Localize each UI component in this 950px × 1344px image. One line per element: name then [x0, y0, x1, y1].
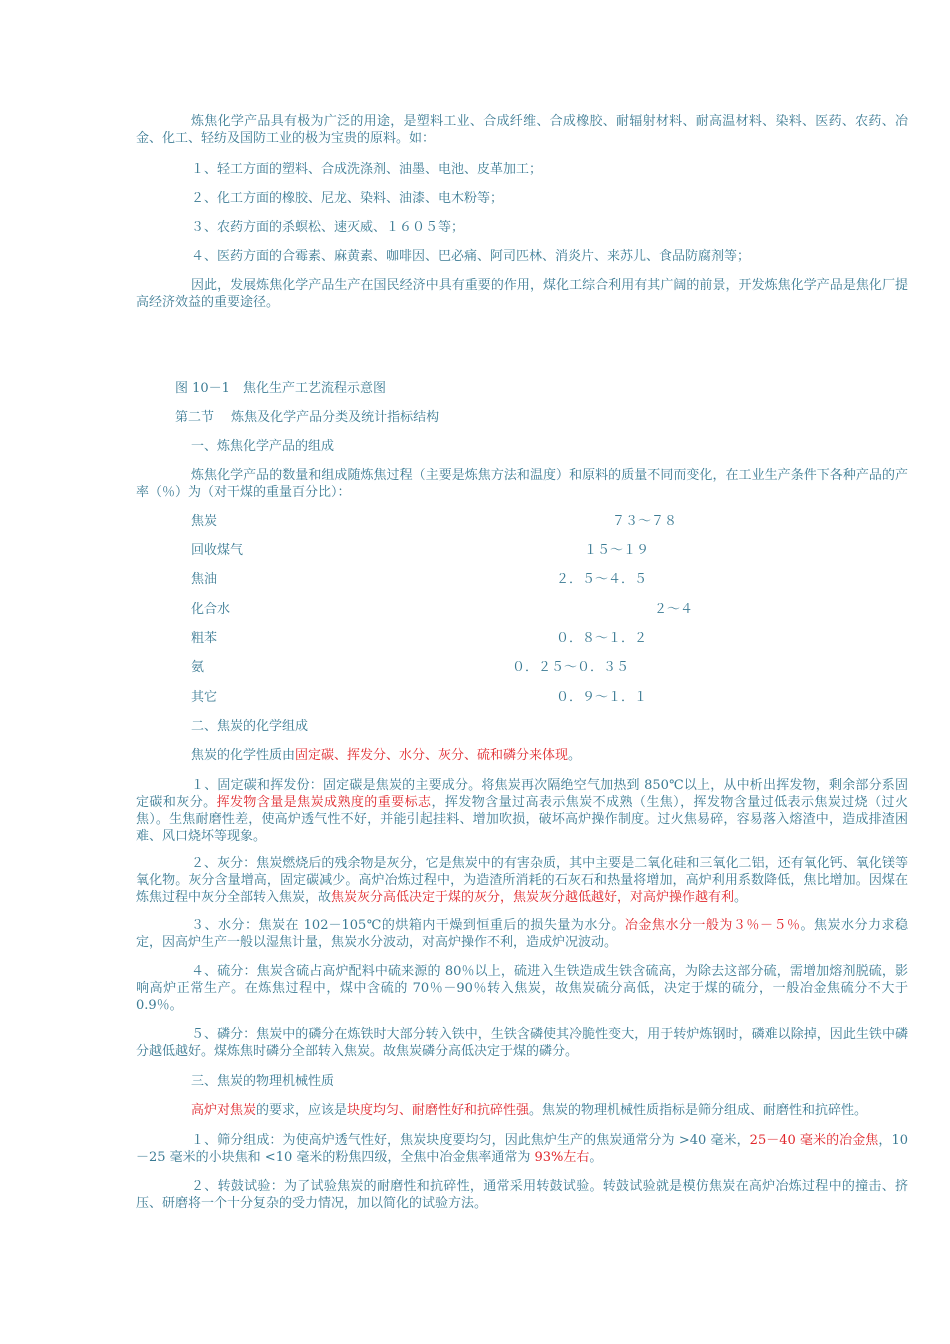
figure-caption: 图 10－1 焦化生产工艺流程示意图 [175, 381, 386, 396]
yield-name: 焦油 [191, 572, 218, 587]
yield-value: ７３～７８ [612, 514, 678, 529]
text-run: １、筛分组成：为使高炉透气性好，焦炭块度要均匀，因此焦炉生产的焦炭通常分为 >40 毫米， [191, 1133, 750, 1148]
list-item: ４、医药方面的合霉素、麻黄素、咖啡因、巴必痛、阿司匹林、消炎片、来苏儿、食品防腐剂等； [191, 249, 751, 264]
chemical-intro [191, 747, 581, 764]
text-run: 的要求，应该是 [256, 1103, 348, 1118]
section-title: 第二节 炼焦及化学产品分类及统计指标结构 [175, 410, 440, 425]
yield-name: 回收煤气 [191, 543, 244, 558]
ash-paragraph [136, 855, 908, 906]
list-item: １、轻工方面的塑料、合成洗涤剂、油墨、电池、皮革加工； [191, 162, 543, 177]
yield-name: 氨 [191, 660, 205, 675]
subsection-heading: 二、焦炭的化学组成 [191, 719, 309, 734]
fixed-carbon-paragraph [136, 777, 908, 845]
highlight-text: 挥发物含量是焦炭成熟度的重要标志 [216, 795, 432, 810]
highlight-text: 焦炭灰分高低决定于煤的灰分，焦炭灰分越低越好，对高炉操作越有利 [331, 890, 735, 905]
text-run: 。焦炭的物理机械性质指标是筛分组成、耐磨性和抗碎性。 [529, 1103, 868, 1118]
highlight-text: 冶金焦水分一般为３％－５％ [624, 918, 801, 933]
yield-intro-paragraph: 炼焦化学产品的数量和组成随炼焦过程（主要是炼焦方法和温度）和原料的质量不同而变化，在工业生产条件下各种产品的产率（％）为（对干煤的重量百分比）： [136, 468, 908, 500]
text-run: １、固定碳和挥发份：固定碳是焦炭的主要成分。将焦炭再次隔绝空气加热到 850℃以上，从中析出挥发物，剩余部分系固定碳和灰分。 [136, 778, 908, 810]
text-run: ２、灰分：焦炭燃烧后的残余物是灰分，它是焦炭中的有害杂质，其中主要是二氧化硅和三氧化二铝，还有氧化钙、氧化镁等氧化物。灰分含量增高，固定碳减少。高炉冶炼过程中，为造渣所消耗的石灰石和热量将增加，高炉利用系数降低，焦比增加。因煤在炼焦过程中灰分全部转入焦炭，故 [136, 856, 908, 905]
subsection-heading: 一、炼焦化学产品的组成 [191, 439, 335, 454]
list-item: ２、化工方面的橡胶、尼龙、染料、油漆、电木粉等； [191, 191, 504, 206]
yield-value: ０．９～１．１ [556, 690, 648, 705]
phosphorus-paragraph: ５、磷分：焦炭中的磷分在炼铁时大部分转入铁中，生铁含磷使其冷脆性变大，用于转炉炼钢时，磷难以除掉，因此生铁中磷分越低越好。煤炼焦时磷分全部转入焦炭。故焦炭磷分高低决定于煤的磷分。 [136, 1027, 908, 1059]
drum-test-paragraph: ２、转鼓试验：为了试验焦炭的耐磨性和抗碎性，通常采用转鼓试验。转鼓试验就是模仿焦炭在高炉冶炼过程中的撞击、挤压、研磨将一个十分复杂的受力情况，加以简化的试验方法。 [136, 1179, 908, 1211]
yield-value: ２～４ [654, 602, 694, 617]
highlight-text: 93%左右 [534, 1150, 590, 1165]
highlight-text: 固定碳、挥发分、水分、灰分、硫和磷分来体现 [295, 748, 569, 763]
text-run: 。 [589, 1150, 603, 1165]
yield-name: 粗苯 [191, 631, 218, 646]
text-run: 。焦炭水分力求稳定，因高炉生产一般以湿焦计量，焦炭水分波动，对高炉操作不利，造成炉况波动。 [136, 918, 908, 950]
text-run: ，10－25 毫米的小块焦和 <10 毫米的粉焦四级，全焦中冶金焦率通常为 [136, 1133, 909, 1165]
yield-name: 焦炭 [191, 514, 218, 529]
yield-name: 其它 [191, 690, 218, 705]
highlight-text: 25－40 毫米的冶金焦 [749, 1133, 879, 1148]
text-run: 焦炭的化学性质由 [191, 748, 296, 763]
highlight-text: 块度均匀、耐磨性好和抗碎性强 [347, 1103, 530, 1118]
yield-value: ０．２５～０．３５ [512, 660, 630, 675]
yield-value: ２．５～４．５ [556, 572, 648, 587]
yield-value: １５～１９ [584, 543, 650, 558]
conclusion-paragraph: 因此，发展炼焦化学产品生产在国民经济中具有重要的作用，煤化工综合利用有其广阔的前景，开发炼焦化学产品是焦化厂提高经济效益的重要途径。 [136, 278, 908, 310]
text-run: ３、水分：焦炭在 102－105℃的烘箱内干燥到恒重后的损失量为水分。 [191, 918, 625, 933]
highlight-text: 高炉对焦炭 [191, 1103, 257, 1118]
sieve-paragraph [136, 1132, 908, 1166]
text-run: 。 [568, 748, 582, 763]
yield-name: 化合水 [191, 602, 231, 617]
intro-paragraph: 炼焦化学产品具有极为广泛的用途，是塑料工业、合成纤维、合成橡胶、耐辐射材料、耐高温材料、染料、医药、农药、冶金、化工、轻纺及国防工业的极为宝贵的原料。如： [136, 114, 908, 146]
list-item: ３、农药方面的杀螟松、速灭威、１６０５等； [191, 220, 465, 235]
physical-intro-paragraph [136, 1102, 908, 1119]
moisture-paragraph [136, 917, 908, 951]
yield-value: ０．８～１．２ [556, 631, 648, 646]
text-run: 。 [734, 890, 748, 905]
sulfur-paragraph: ４、硫分：焦炭含硫占高炉配料中硫来源的 80％以上，硫进入生铁造成生铁含硫高，为除去这部分硫，需增加熔剂脱硫，影响高炉正常生产。在炼焦过程中，煤中含硫的 70％－90％转入焦炭，故焦炭硫分高低，决定于煤的硫分，一般冶金焦硫分不大于 0.9％。 [136, 964, 908, 1013]
text-run: ，挥发物含量过高表示焦炭不成熟（生焦），挥发物含量过低表示焦炭过烧（过火焦）。生焦耐磨性差，使高炉透气性不好，并能引起挂料、增加吹损，破坏高炉操作制度。过火焦易碎，容易落入熔渣中，造成排渣困难、风口烧坏等现象。 [136, 795, 908, 844]
subsection-heading: 三、焦炭的物理机械性质 [191, 1074, 335, 1089]
